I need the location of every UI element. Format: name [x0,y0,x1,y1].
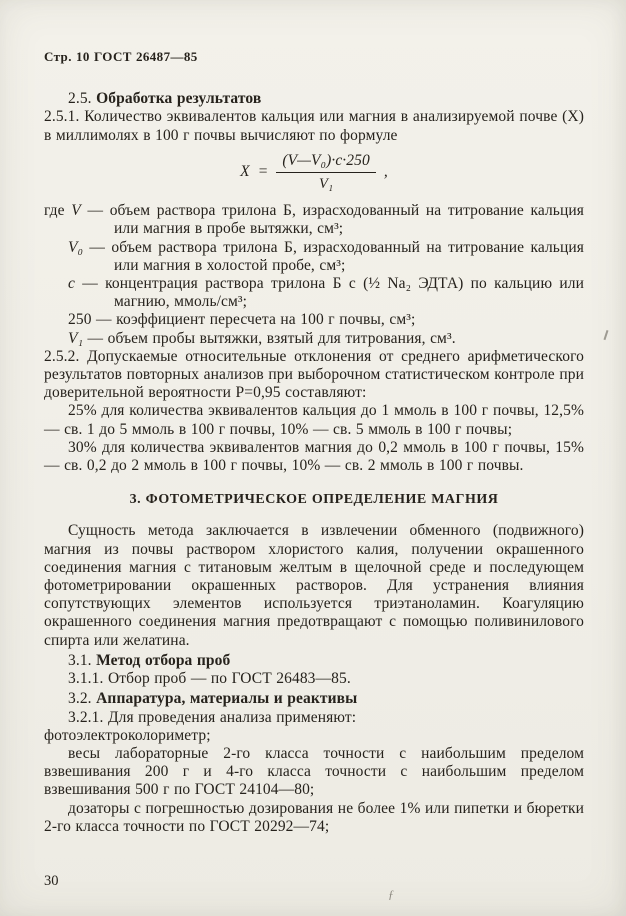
term-v0: V₀ [68,238,84,256]
paragraph-2-5-1: 2.5.1. Количество эквивалентов кальция или магния в анализируемой почве (X) в миллимолях в 100 г почвы вычисляют по формуле [44,108,584,144]
clause-2-5-title: Обработка результатов [96,90,262,108]
clause-3-1-title: Метод отбора проб [96,651,231,669]
formula-numerator: (V—V₀)·с·250 [276,152,376,173]
term-250: 250 [68,311,92,329]
paragraph-2-5-2: 2.5.2. Допускаемые относительные отклонения от среднего арифметического результатов повторных анализов при выборочном статистическом контроле при доверительной вероятности Р=0,95 составляют: [44,347,584,402]
paragraph-colorimeter: фотоэлектроколориметр; [44,726,211,744]
paragraph-3-1-1: 3.1.1. Отбор проб — по ГОСТ 26483—85. [68,670,351,688]
paragraph-scales: весы лабораторные 2-го класса точности с наибольшим пределом взвешивания 200 г и 4-го класса точности с наибольшим пределом взвешивания 500 г по ГОСТ 24104—80; [44,744,584,799]
where-intro: где [44,202,72,220]
definition-250: — коэффициент пересчета на 100 г почвы, см³; [91,311,416,329]
where-item-v0 [44,239,584,275]
section-3-heading: 3. ФОТОМЕТРИЧЕСКОЕ ОПРЕДЕЛЕНИЕ МАГНИЯ [129,492,499,508]
paragraph-magnesium-tolerances: 30% для количества эквивалентов магния до 0,2 ммоль в 100 г почвы, 15% — св. 0,2 до 2 ммоль в 100 г почвы, 10% — св. 2 ммоль в 100 г почвы. [44,438,584,475]
clause-3-2-number: 3.2. [68,690,92,708]
clause-3-2-title: Аппаратура, материалы и реактивы [96,690,358,708]
clause-2-5-heading [44,90,584,108]
formula-equals: = [257,163,269,181]
formula-fraction [276,152,376,193]
definition-c: — концентрация раствора трилона Б с (½ Na₂ ЭДТА) по кальцию или магнию, ммоль/см³; [74,275,584,311]
definition-v1: — объем пробы вытяжки, взятый для титрования, см³. [83,329,456,347]
term-v1: V₁ [68,329,84,347]
paragraph-3-2-1: 3.2.1. Для проведения анализа применяют: [68,708,357,726]
formula-trailing-comma: , [383,163,388,181]
where-item-250 [44,311,584,329]
paragraph-calcium-tolerances: 25% для количества эквивалентов кальция до 1 ммоль в 100 г почвы, 12,5% — св. 1 до 5 ммоль в 100 г почвы, 10% — св. 5 ммоль в 100 г почвы; [44,402,584,438]
clause-3-1-heading [44,652,584,670]
formula-denominator: V₁ [319,176,334,193]
where-item-v1 [44,330,584,348]
definition-v0: — объем раствора трилона Б, израсходованный на титрование кальция или магния в холостой пробе, см³; [83,238,584,274]
page-content [44,48,584,836]
where-item-c [44,275,584,311]
clause-2-5-number: 2.5. [68,90,92,108]
where-item-v [44,202,584,238]
clause-3-1-number: 3.1. [68,651,92,669]
where-list [44,202,584,348]
term-v: V [71,202,81,220]
formula [44,152,584,193]
term-c: с [68,275,75,293]
page-number: 30 [44,873,59,889]
clause-3-2-heading [44,690,584,708]
paragraph-method-essence: Сущность метода заключается в извлечении обменного (подвижного) магния из почвы раствором хлористого калия, получении окрашенного соединения магния с титановым желтым в щелочной среде и последующем фотометрировании окрашенных растворов. Для устранения влияния сопутствующих элементов используется триэтаноламин. Коагуляцию окрашенного соединения магния предотвращают с помощью поливинилового спирта или желатина. [44,522,584,649]
scan-artifact-mark [603,330,608,340]
scan-artifact-stroke: ƒ [388,887,394,901]
definition-v: — объем раствора трилона Б, израсходованный на титрование кальция или магния в пробе вытяжки, см³; [80,202,584,238]
running-header: Стр. 10 ГОСТ 26487—85 [44,49,198,64]
paragraph-dosers: дозаторы с погрешностью дозирования не более 1% или пипетки и бюретки 2-го класса точности по ГОСТ 20292—74; [44,799,584,835]
formula-lhs: X [240,163,250,181]
